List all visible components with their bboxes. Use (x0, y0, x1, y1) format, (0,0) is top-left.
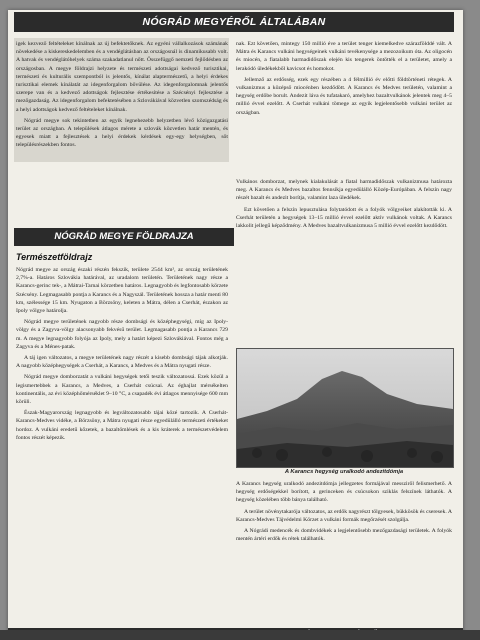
bottom-right-column (236, 480, 452, 624)
paragraph: Nógrád megye az ország északi részén fekszik, területe 2544 km², az ország területének 2,7%-a. Határos Szlovákia határával, az uradalom területén. Területének nagy része a Karancs-gerinc tek-, a Mátrai-Tarnai körzetben határos. Legnagyobb és legfontosabb körzete Szécsény. Legmagasabb pontja a Karancs és a Nagyszál. Területének hossza a határ menti 80 km, szélessége 15 km. Nyugaton a Börzsöny, keleten a Mátra, délen a Cserhát, északon az Ipoly völgye határolja. (16, 267, 228, 315)
paragraph: Nógrád megye sok tekintetben az egyik legnehezebb helyzetben lévő közigazgatási terület az országban. A települések átlagos mérete a szlovák közvetlen határ mentén, és egyesek miatt a fejlesztések a helyi érdekek kérdések egy-egy helységben, sőt településrészekben fontos. (16, 117, 228, 149)
geography-right-column (236, 178, 452, 344)
landscape-photo (236, 348, 454, 468)
paragraph: Ezt követően a felszín lepusztulása folytatódott és a folyók völgyeiket alakították ki. A Cserhát területén a hegységek 13–15 millió évvel ezelőtt aktív vulkánok voltak. A Karancs lakkolit jellegű képződmény. A Medves bazaltvulkanizmusa 5 millió évvel ezelőtt kezdődött. (236, 206, 452, 230)
section-title: NÓGRÁD MEGYE FÖLDRAJZA (14, 228, 234, 246)
page-title: NÓGRÁD MEGYÉRŐL ÁLTALÁBAN (14, 12, 454, 32)
paragraph: A Nógrádi medencék és dombvidékek a legjelentősebb mezőgazdasági területek. A folyók mentén ártéri erdők és rétek találhatók. (236, 528, 452, 543)
paragraph: igek kezvező feltételeket kínálnak az új befektetőknek. Az egyéni vállalkozások számának növekedése a kiskereskedelemben és a vendéglátásban az országosnál is dinamikusabb volt. A hatvak és vendéglátóhelyek száma szakadatlanul nőtt. Összefüggő nemzeti fejlődésben az országosban. A megye földrajzi helyzete és természeti adottságai kedvező turisztikai, természeti és kulturális szempontból is jelentős, kínálat alaptermészetű, a helyi érdekes turisztikai elemek kínálatát az idegenforgalom bővülése. Az idegenforgalomnak jelentős szerepe van és a kedvező adottságok fejlesztése értékesítése a Szécsényi fejlesztése a mezőgazdaság. Az idegenforgalom befektetésében a Szlovákiával közvetlen szomszédság és a helyi adottságok kedvező feltételeket kínálnak. (16, 41, 228, 113)
paragraph: Vulkános domborzat, melynek kialakulását a fiatal harmadidőszak vulkanizmusa határozta meg. A Karancs és Medves bazaltos fennsíkja egyedülálló Közép-Európában. A felszín nagy részét bazalt és andezit borítja, valamint laza üledékek. (236, 179, 452, 202)
paragraph: Észak-Magyarország legnagyobb és legváltozatosabb tájai közé tartozik. A Cserhát-Karancs-Medves vidéke, a Börzsöny, a Mátra nyugati része egyedülálló természeti értékeket hordoz. A vulkáni eredetű kőzetek, a bazaltömlések és a kis kráterek a természetvédelem fontos részét képezik. (16, 410, 228, 441)
paragraph: nak. Ezt követően, mintegy 150 millió éve a terület tenger kiemelkedve szárazfölddé vált. A Mátra és Karancs vulkáni hegységeinek vulkáni tevékenysége a mezozoikum óta. Az oligocén és miocén, a fiatalabb harmadidőszak elején kis tengerek öntötték el a területet, amely a lerakódó üledékekből kavicsot és homokot. (236, 41, 452, 72)
intro-left-column (16, 40, 228, 228)
paragraph: A Karancs hegység uralkodó andezitdómja jellegzetes formájával messziről felismerhető. A hegység erdőségekkel borított, a gerinceken és csúcsokon sziklás felszínek láthatók. A hegység közelében több bánya található. (236, 481, 452, 504)
document-page (8, 10, 463, 640)
geography-left-column (16, 266, 228, 624)
bottom-strip (0, 630, 480, 640)
paragraph: A terület növénytakarója változatos, az erdők nagyrészt tölgyesek, bükkösök és cseresek. A Karancs-Medves Tájvédelmi Körzet a vulkáni formák megőrzését szolgálja. (236, 508, 452, 523)
paragraph: Nógrád megye domborzatát a vulkáni hegységek tetői teszik változatossá. Ezek közül a legismertebbek a Karancs, a Medves, a Cserhát csúcsai. Az éghajlat mérsékelten kontinentális, az évi középhőmérséklet 9–10 °C, a csapadék évi átlagos mennyisége 600 mm körüli. (16, 374, 228, 406)
intro-right-column (236, 40, 452, 170)
paragraph: A táj igen változatos, a megye területének nagy részét a kisebb dombsági tájak alkotják. A nagyobb középhegységek a Cserhát, a Karancs, a Medves és a Mátra nyugati része. (16, 355, 228, 370)
paragraph: Nógrád megye területének nagyobb része dombsági és középhegységi, míg az Ipoly-völgy és a Zagyva-völgy alacsonyabb fekvésű terület. Legmagasabb pontja a Karancs 729 m. A megye legnagyobb folyója az Ipoly, mely a határt képezi Szlovákiával. Fontos még a Zagyva és a Ménes-patak. (16, 319, 228, 350)
photo-caption: A Karancs hegység uralkodó andezitdómja (284, 469, 404, 475)
mountain-photo-image (237, 349, 453, 467)
subsection-title: Természetföldrajz (16, 252, 93, 262)
paragraph: Jellemző az erdősség, ezek egy részében a 4 félmillió év előtti földtörténeti rétegek. A vulkanizmus a középső miocénben kezdődött. A Karancs és Medves területén, valamint a hegység erdőbe borult. Andezit láva és tufatakaró, amelyhez bazaltvulkánok jelentek meg 4–5 millió évvel ezelőtt. A Cserhát vulkáni tömege az egyik legjelentősebb vulkáni terület az országban. (236, 76, 452, 116)
